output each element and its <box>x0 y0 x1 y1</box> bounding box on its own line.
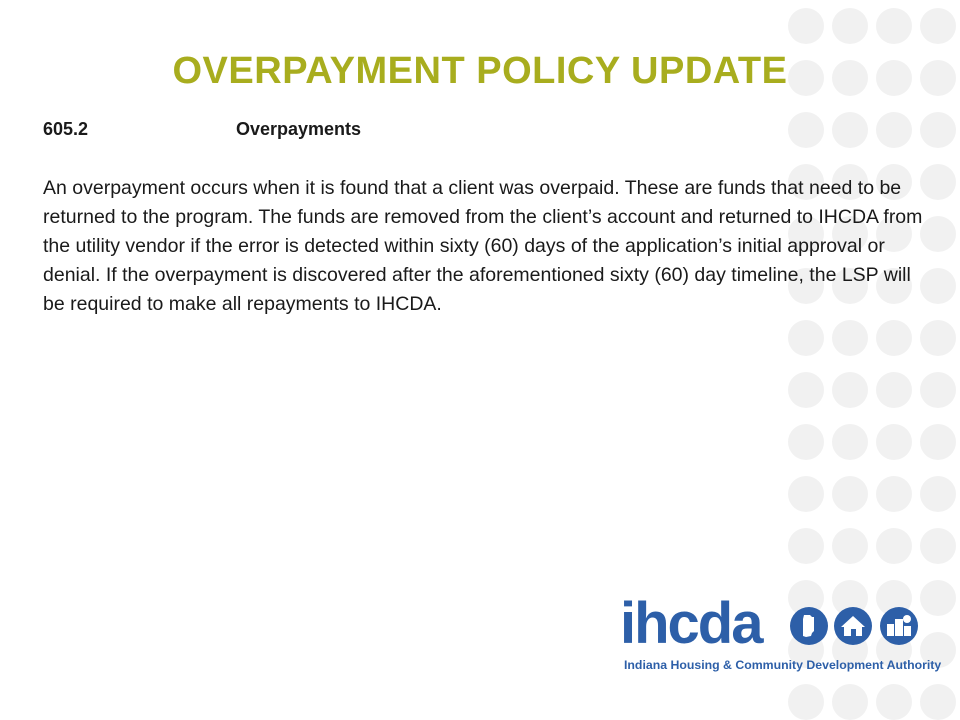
logo-tagline: Indiana Housing & Community Development Authority <box>624 658 942 672</box>
section-title: Overpayments <box>236 119 362 139</box>
section-number: 605.2 <box>43 119 89 139</box>
decorative-dot <box>876 476 912 512</box>
decorative-dot <box>832 8 868 44</box>
decorative-dot <box>920 268 956 304</box>
decorative-dot <box>832 528 868 564</box>
body-paragraph: An overpayment occurs when it is found that a client was overpaid. These are funds that need to be returned to the program. The funds are removed from the client’s account and returned to IHCDA from the utility vendor if the error is detected within sixty (60) days of the application’s initial approval or denial. If the overpayment is discovered after the aforementioned sixty (60) day timeline, the LSP will be required to make all repayments to IHCDA. <box>43 177 923 315</box>
house-icon <box>834 607 872 645</box>
ihcda-logo <box>620 591 942 678</box>
decorative-dot <box>788 372 824 408</box>
section-heading <box>43 119 361 140</box>
decorative-dot <box>832 476 868 512</box>
decorative-dot <box>920 112 956 148</box>
decorative-dot <box>832 112 868 148</box>
logo-wordmark: ihcda <box>620 591 762 656</box>
decorative-dot <box>788 424 824 460</box>
decorative-dot <box>788 684 824 720</box>
decorative-dot <box>920 164 956 200</box>
decorative-dot <box>832 684 868 720</box>
decorative-dot <box>832 372 868 408</box>
decorative-dot <box>920 216 956 252</box>
decorative-dot <box>832 320 868 356</box>
decorative-dot <box>788 8 824 44</box>
decorative-dot <box>920 8 956 44</box>
decorative-dot <box>920 476 956 512</box>
decorative-dot <box>876 372 912 408</box>
decorative-dot <box>876 528 912 564</box>
decorative-dot <box>788 528 824 564</box>
decorative-dot <box>876 320 912 356</box>
decorative-dot <box>832 424 868 460</box>
decorative-dot <box>876 8 912 44</box>
logo-icons <box>790 606 920 646</box>
decorative-dot <box>920 424 956 460</box>
decorative-dot <box>788 320 824 356</box>
community-icon <box>880 607 918 645</box>
decorative-dot <box>920 528 956 564</box>
decorative-dot <box>920 320 956 356</box>
decorative-dot <box>876 424 912 460</box>
decorative-dot <box>920 684 956 720</box>
decorative-dot <box>788 476 824 512</box>
indiana-state-icon <box>790 607 828 645</box>
decorative-dot <box>876 112 912 148</box>
decorative-dot <box>920 580 956 616</box>
decorative-dot <box>920 372 956 408</box>
decorative-dot <box>876 684 912 720</box>
decorative-dot <box>788 112 824 148</box>
slide-title: OVERPAYMENT POLICY UPDATE <box>172 50 788 92</box>
